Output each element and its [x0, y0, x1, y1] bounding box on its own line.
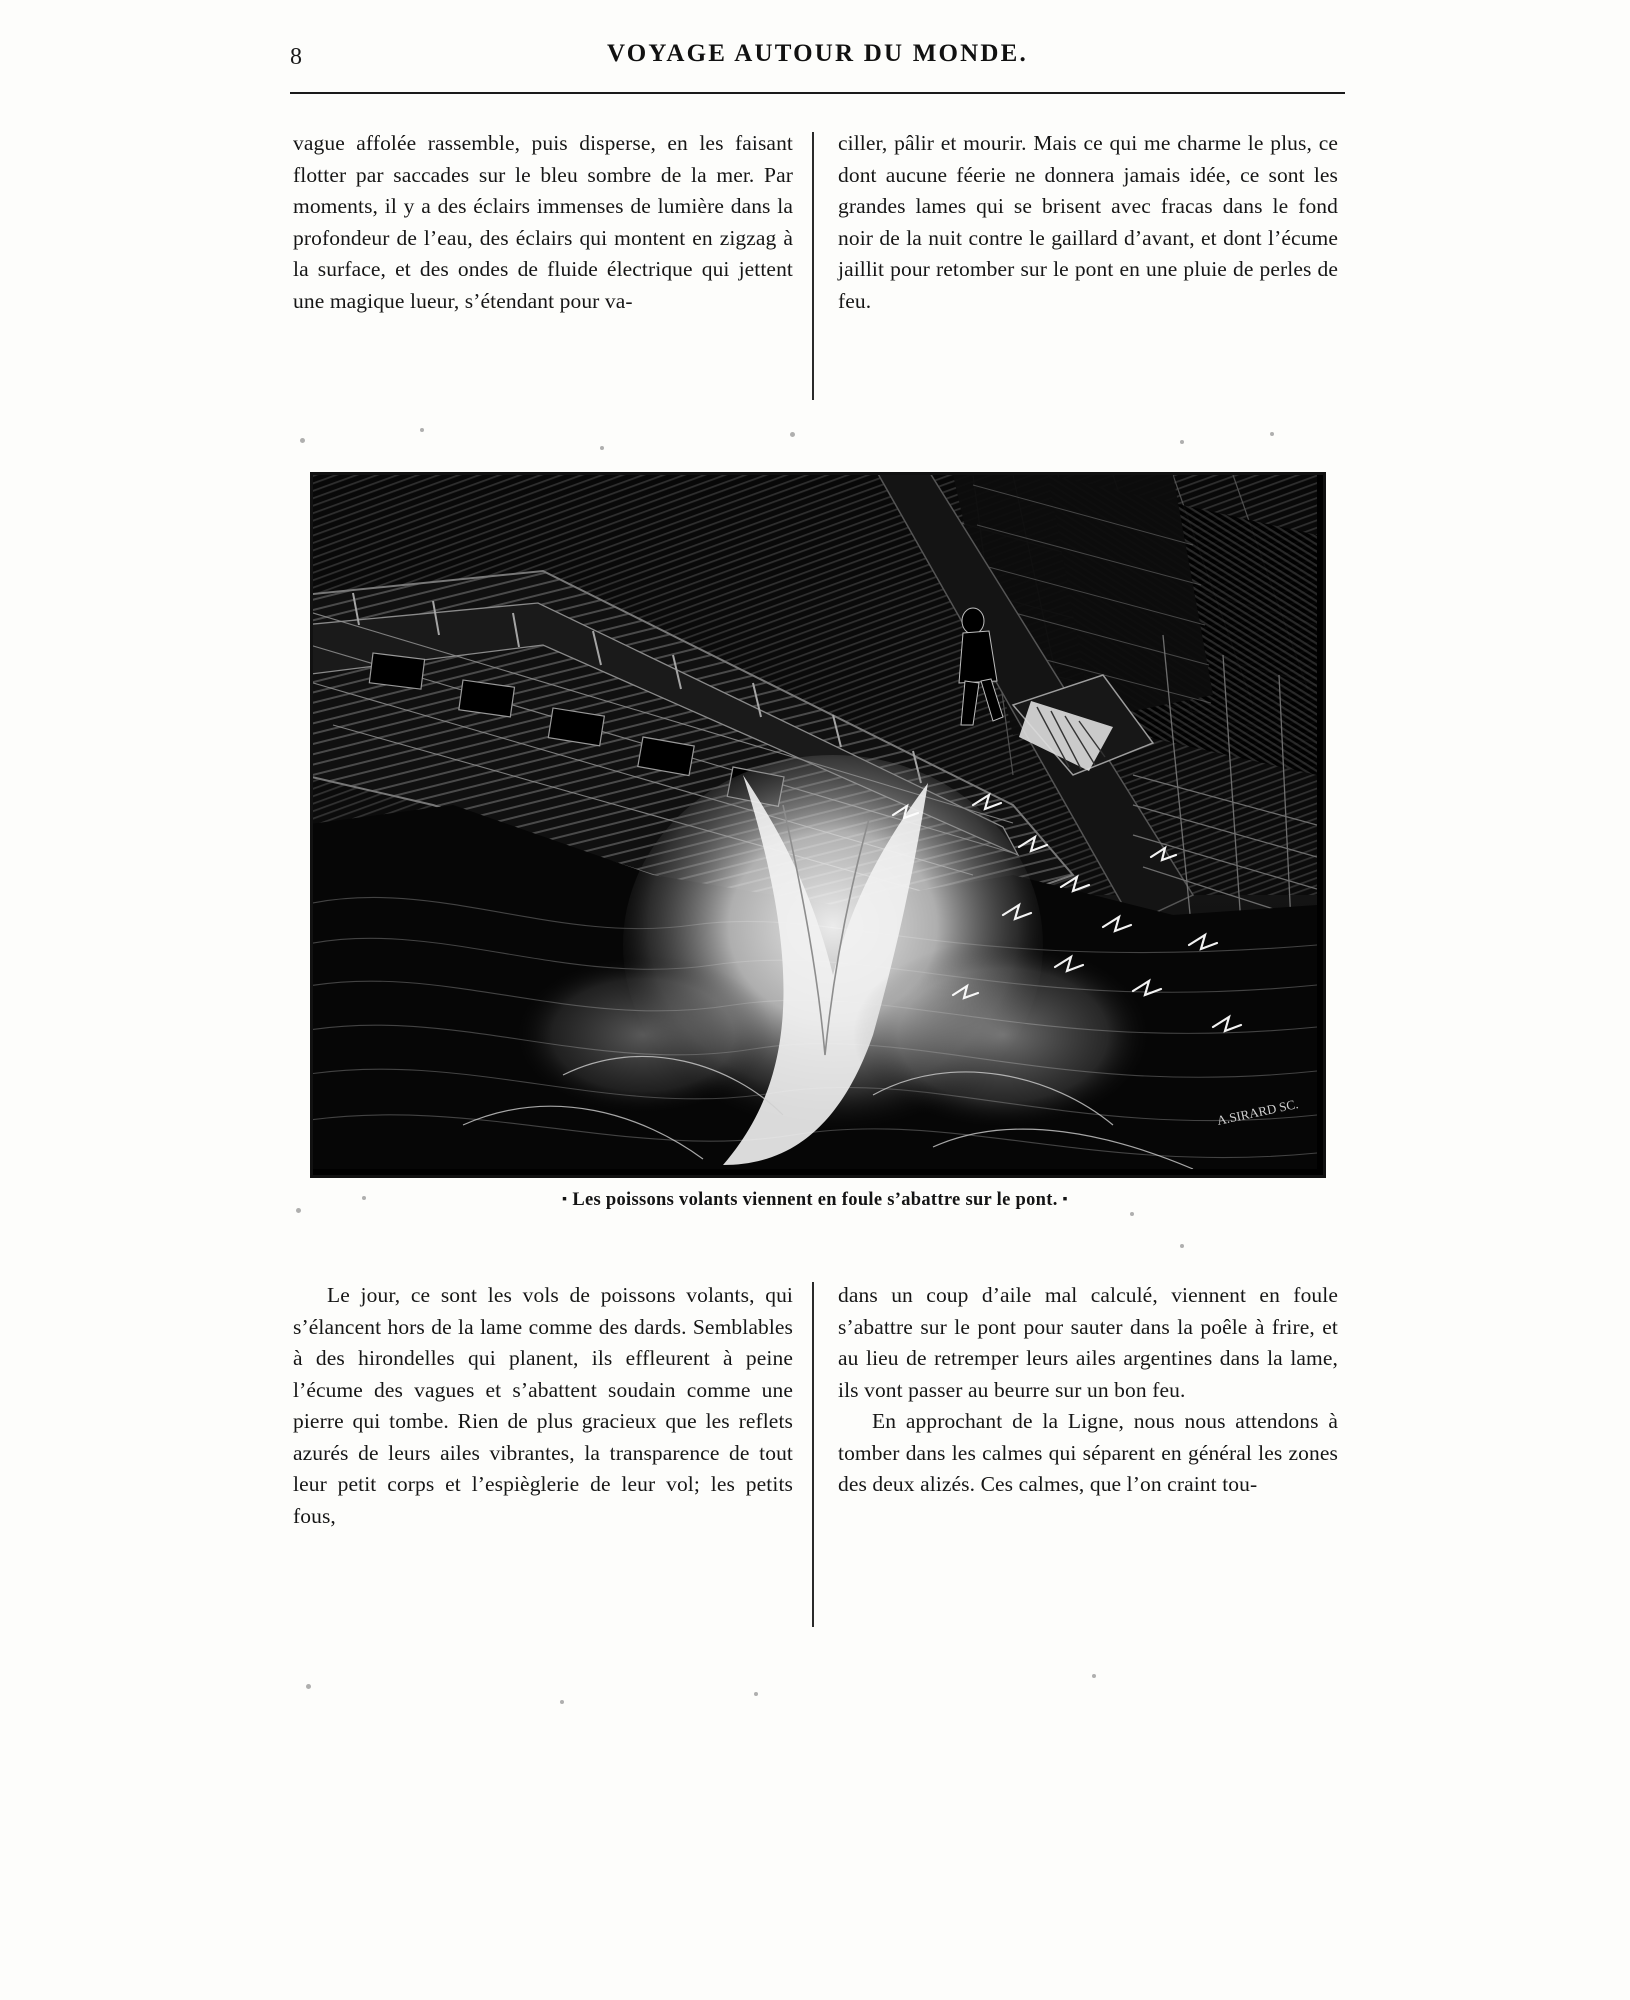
caption-bullet-right: ▪: [1062, 1192, 1068, 1207]
caption-text: Les poissons volants viennent en foule s’abattre sur le pont.: [572, 1190, 1058, 1210]
engraver-signature: A.SIRARD SC.: [1215, 1096, 1300, 1128]
column-divider-top: [812, 132, 814, 400]
scan-speck: [1130, 1212, 1134, 1216]
ship-deck-wave-engraving: [313, 475, 1317, 1169]
scan-speck: [420, 428, 424, 432]
paragraph-top-right: ciller, pâlir et mourir. Mais ce qui me charme le plus, ce dont aucune féerie ne donnera jamais idée, ce sont les grandes lames qui se brisent avec fracas dans le fond noir de la nuit contre le gaillard d’avant, et dont l’écume jaillit pour retomber sur le pont en une pluie de perles de feu.: [838, 131, 1338, 313]
paragraph-bottom-right-1: dans un coup d’aile mal calculé, viennent en foule s’abattre sur le pont pour sauter dans la poêle à frire, et au lieu de retremper leurs ailes argentines dans la lame, ils vont passer au beurre sur un bon feu.: [838, 1283, 1338, 1402]
scan-speck: [306, 1684, 311, 1689]
scan-speck: [790, 432, 795, 437]
caption-bullet-left: ▪: [562, 1192, 568, 1207]
scan-speck: [300, 438, 305, 443]
scan-speck: [1092, 1674, 1096, 1678]
scan-speck: [1180, 440, 1184, 444]
scan-speck: [600, 446, 604, 450]
page-title: VOYAGE AUTOUR DU MONDE.: [607, 40, 1028, 67]
illustration-plate: [310, 472, 1326, 1178]
text-column-bottom-left: [293, 1280, 793, 1532]
paragraph-top-left: vague affolée rassemble, puis disperse, en les faisant flotter par saccades sur le bleu sombre de la mer. Par moments, il y a des éclairs immenses de lumière dans la profondeur de l’eau, des éclairs qui montent en zigzag à la surface, et des ondes de fluide électrique qui jettent une magique lueur, s’étendant pour va-: [293, 131, 793, 313]
scan-speck: [1180, 1244, 1184, 1248]
scan-speck: [1270, 432, 1274, 436]
running-head: [290, 40, 1345, 80]
paragraph-bottom-left: Le jour, ce sont les vols de poissons volants, qui s’élancent hors de la lame comme des dards. Semblables à des hirondelles qui planent, ils effleurent à peine l’écume des vagues et s’abattent soudain comme une pierre qui tombe. Rien de plus gracieux que les reflets azurés de leurs ailes vibrantes, la transparence de tout leur petit corps et l’espièglerie de leur vol; les petits fous,: [293, 1283, 793, 1528]
page-folio: 8: [290, 44, 303, 70]
scan-speck: [362, 1196, 366, 1200]
column-divider-bottom: [812, 1282, 814, 1627]
header-rule: [290, 92, 1345, 94]
scan-speck: [296, 1208, 301, 1213]
text-column-top-left: [293, 128, 793, 317]
scan-speck: [754, 1692, 758, 1696]
text-column-top-right: [838, 128, 1338, 317]
text-column-bottom-right: [838, 1280, 1338, 1501]
illustration-caption: [310, 1190, 1320, 1211]
paragraph-bottom-right-2: En approchant de la Ligne, nous nous attendons à tomber dans les calmes qui séparent en général les zones des deux alizés. Ces calmes, que l’on craint tou-: [838, 1409, 1338, 1496]
scan-speck: [560, 1700, 564, 1704]
